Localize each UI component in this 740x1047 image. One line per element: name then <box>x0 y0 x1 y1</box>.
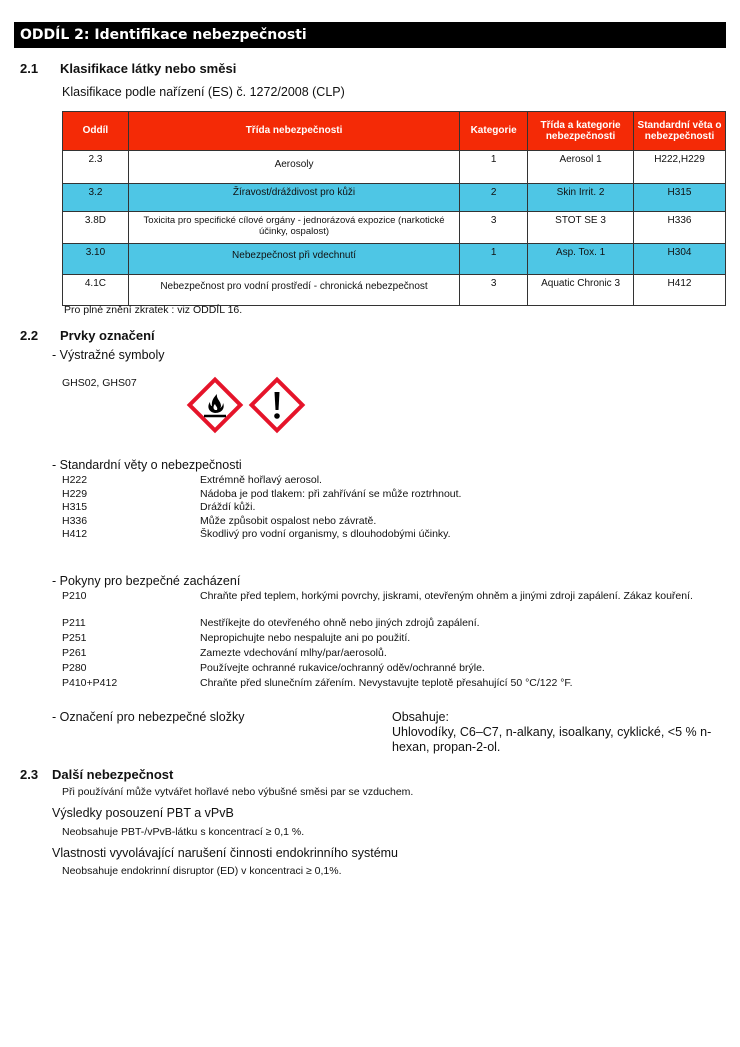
p-text: Nepropichujte nebo nespalujte ani po použití. <box>200 632 411 644</box>
section-2-2-number: 2.2 <box>20 328 39 343</box>
h-text: Dráždí kůži. <box>200 501 256 513</box>
table-cell: 4.1C <box>63 275 129 306</box>
flame-icon <box>186 376 244 434</box>
section-2-2-title: Prvky označení <box>60 328 155 343</box>
col-header-h-veta: Standardní věta o nebezpečnosti <box>634 112 726 151</box>
p-code: P251 <box>62 632 87 644</box>
col-header-trida-kategorie: Třída a kategorie nebezpečnosti <box>528 112 634 151</box>
section-2-1-title: Klasifikace látky nebo směsi <box>60 61 237 76</box>
col-header-kategorie: Kategorie <box>460 112 528 151</box>
table-row <box>63 212 726 244</box>
table-row <box>63 244 726 275</box>
other-hazards-text: Při používání může vytvářet hořlavé nebo výbušné směsi par se vzduchem. <box>62 786 414 798</box>
abbreviations-note: Pro plné znění zkratek : viz ODDÍL 16. <box>64 304 243 316</box>
table-cell: 3.2 <box>63 184 129 212</box>
p-text: Používejte ochranné rukavice/ochranný oděv/ochranné brýle. <box>200 662 485 674</box>
table-row <box>63 275 726 306</box>
table-header-row <box>63 112 726 151</box>
table-cell: H336 <box>634 212 726 244</box>
p-code: P280 <box>62 662 87 674</box>
table-cell: 3 <box>460 275 528 306</box>
table-cell: 1 <box>460 151 528 184</box>
h-code: H412 <box>62 528 88 540</box>
h-code: H336 <box>62 514 88 527</box>
h-statements-heading: - Standardní věty o nebezpečnosti <box>52 458 242 472</box>
h-text: Může způsobit ospalost nebo závratě. <box>200 514 377 527</box>
p-text: Chraňte před slunečním zářením. Nevystavujte teplotě přesahující 50 °C/122 °F. <box>200 677 573 689</box>
section-2-3-title: Další nebezpečnost <box>52 767 174 782</box>
h-code: H222 <box>62 474 88 486</box>
table-cell: 2.3 <box>63 151 129 184</box>
p-code: P211 <box>62 617 86 629</box>
table-cell: H315 <box>634 184 726 212</box>
endocrine-heading: Vlastnosti vyvolávající narušení činnosti endokrinního systému <box>52 846 399 860</box>
contains-value: Uhlovodíky, C6–C7, n-alkany, isoalkany, cyklické, <5 % n-hexan, propan-2-ol. <box>392 725 712 754</box>
table-cell: Skin Irrit. 2 <box>528 184 634 212</box>
p-code: P261 <box>62 647 87 659</box>
h-text: Škodlivý pro vodní organismy, s dlouhodobými účinky. <box>200 528 451 540</box>
table-cell: H222,H229 <box>634 151 726 184</box>
table-cell: Asp. Tox. 1 <box>528 244 634 275</box>
p-code: P410+P412 <box>62 677 118 689</box>
table-cell: Žíravost/dráždivost pro kůži <box>128 184 459 212</box>
p-statements-heading: - Pokyny pro bezpečné zacházení <box>52 574 241 588</box>
h-text: Nádoba je pod tlakem: při zahřívání se může roztrhnout. <box>200 487 462 500</box>
pbt-heading: Výsledky posouzení PBT a vPvB <box>52 806 234 820</box>
col-header-trida: Třída nebezpečnosti <box>128 112 459 151</box>
table-cell: 3 <box>460 212 528 244</box>
table-cell: H304 <box>634 244 726 275</box>
table-cell: H412 <box>634 275 726 306</box>
hazard-symbols-heading: - Výstražné symboly <box>52 348 165 362</box>
ghs-codes: GHS02, GHS07 <box>62 377 137 389</box>
table-cell: Aerosol 1 <box>528 151 634 184</box>
section-2-1-number: 2.1 <box>20 61 39 76</box>
classification-table <box>62 111 726 306</box>
clp-classification-subtitle: Klasifikace podle nařízení (ES) č. 1272/2008 (CLP) <box>62 85 345 99</box>
section-2-3-number: 2.3 <box>20 767 39 782</box>
section-header: ODDÍL 2: Identifikace nebezpečnosti <box>14 22 726 48</box>
table-cell: Nebezpečnost při vdechnutí <box>128 244 459 275</box>
hazardous-components-label: - Označení pro nebezpečné složky <box>52 710 245 724</box>
table-cell: 3.10 <box>63 244 129 275</box>
p-text: Nestříkejte do otevřeného ohně nebo jiných zdrojů zapálení. <box>200 617 480 629</box>
h-code: H229 <box>62 487 88 500</box>
exclamation-mark-icon <box>248 376 306 434</box>
table-cell: 1 <box>460 244 528 275</box>
table-cell: Nebezpečnost pro vodní prostředí - chronická nebezpečnost <box>128 275 459 306</box>
col-header-oddil: Oddíl <box>63 112 129 151</box>
table-row <box>63 151 726 184</box>
table-cell: Aquatic Chronic 3 <box>528 275 634 306</box>
contains-label: Obsahuje: <box>392 710 449 724</box>
table-cell: 2 <box>460 184 528 212</box>
table-row <box>63 184 726 212</box>
h-code: H315 <box>62 501 88 513</box>
h-text: Extrémně hořlavý aerosol. <box>200 474 322 486</box>
p-text: Chraňte před teplem, horkými povrchy, jiskrami, otevřeným ohněm a jinými zdroji zapálení. Zákaz kouření. <box>200 590 693 602</box>
table-cell: 3.8D <box>63 212 129 244</box>
pbt-text: Neobsahuje PBT-/vPvB-látku s koncentrací ≥ 0,1 %. <box>62 826 305 838</box>
p-code: P210 <box>62 590 87 602</box>
table-cell: STOT SE 3 <box>528 212 634 244</box>
table-cell: Aerosoly <box>128 151 459 184</box>
p-text: Zamezte vdechování mlhy/par/aerosolů. <box>200 647 387 659</box>
endocrine-text: Neobsahuje endokrinní disruptor (ED) v koncentraci ≥ 0,1%. <box>62 865 342 877</box>
table-cell: Toxicita pro specifické cílové orgány - jednorázová expozice (narkotické účinky, ospalost) <box>128 212 459 244</box>
